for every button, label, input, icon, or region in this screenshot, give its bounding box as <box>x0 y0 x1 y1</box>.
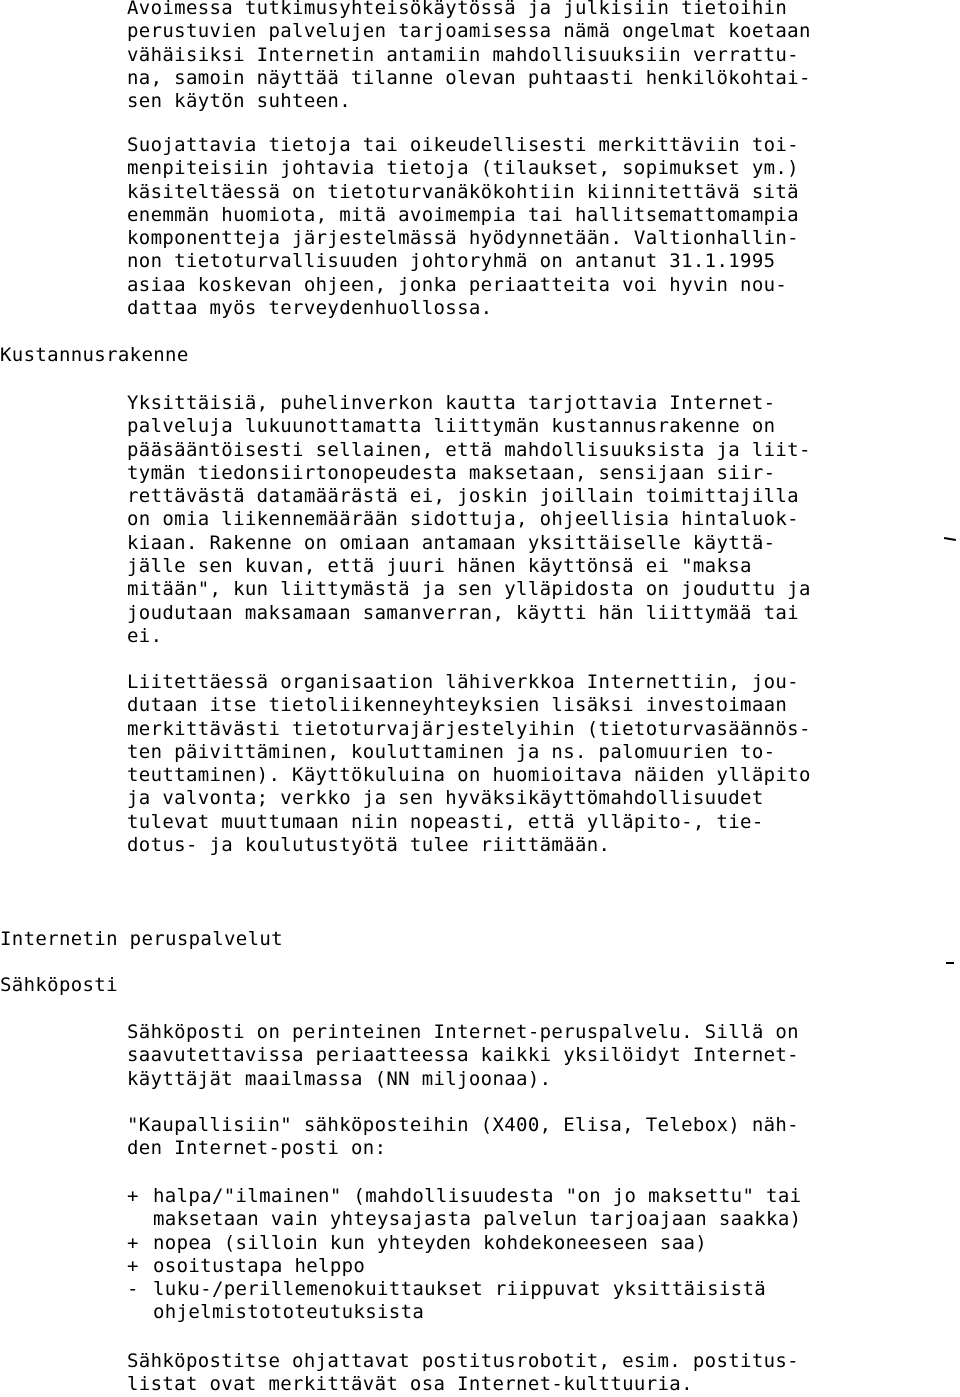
email-feature-list <box>127 1185 801 1325</box>
text-line: osoitustapa helppo <box>153 1254 366 1277</box>
section-heading-cost-structure <box>0 344 189 367</box>
plus-bullet: + <box>127 1231 139 1254</box>
text-line: asiaa koskevan ohjeen, jonka periaatteita voi hyvin nou- <box>127 273 788 296</box>
text-line: menpiteisiin johtavia tietoja (tilaukset, sopimukset ym.) <box>127 157 799 180</box>
text-line: perustuvien palvelujen tarjoamisessa nämä ongelmat koetaan <box>127 20 811 43</box>
text-line: dutaan itse tietoliikenneyhteyksien lisäksi investoimaan <box>127 694 788 717</box>
plus-bullet: + <box>127 1185 139 1207</box>
text-line: Yksittäisiä, puhelinverkon kautta tarjottavia Internet- <box>127 392 776 414</box>
text-line: käyttäjät maailmassa (NN miljoonaa). <box>127 1067 552 1090</box>
heading-text: Kustannusrakenne <box>0 344 189 366</box>
scan-speck <box>944 537 956 541</box>
text-line: ten päivittäminen, kouluttaminen ja ns. palomuurien to- <box>127 740 776 763</box>
text-line: nopea (silloin kun yhteyden kohdekoneeseen saa) <box>153 1231 708 1254</box>
text-line: den Internet-posti on: <box>127 1137 387 1160</box>
text-line: non tietoturvallisuuden johtoryhmä on antanut 31.1.1995 <box>127 250 776 273</box>
subsection-heading-email <box>0 974 118 997</box>
list-item <box>127 1185 801 1232</box>
minus-bullet: - <box>127 1278 139 1301</box>
text-line: merkittävästi tietoturvajärjestelyihin (tietoturvasäännös- <box>127 717 811 740</box>
text-line: na, samoin näyttää tilanne olevan puhtaasti henkilökohtai- <box>127 66 811 89</box>
text-line: listat ovat merkittävät osa Internet-kulttuuria. <box>127 1373 693 1396</box>
text-line: ohjelmistototeutuksista <box>153 1301 425 1324</box>
text-line: komponentteja järjestelmässä hyödynnetään. Valtionhallin- <box>127 227 799 250</box>
text-line: tulevat muuttumaan niin nopeasti, että ylläpito-, tie- <box>127 810 764 833</box>
text-line: Sähköpostitse ohjattavat postitusrobotit, esim. postitus- <box>127 1350 799 1372</box>
text-line: mitään", kun liittymästä ja sen ylläpidosta on jouduttu ja <box>127 578 811 601</box>
list-item <box>127 1255 801 1278</box>
paragraph-mailing-lists <box>127 1350 799 1397</box>
text-line: Sähköposti on perinteinen Internet-peruspalvelu. Sillä on <box>127 1021 799 1043</box>
text-line: Avoimessa tutkimusyhteisökäytössä ja julkisiin tietoihin <box>127 0 788 19</box>
paragraph-open-use <box>127 0 811 113</box>
paragraph-email-intro <box>127 1021 799 1091</box>
text-line: vähäisiksi Internetin antamiin mahdollisuuksiin verrattu- <box>127 43 799 66</box>
text-line: on omia liikennemäärään sidottuja, ohjeellisia hintaluok- <box>127 508 799 531</box>
text-line: ja valvonta; verkko ja sen hyväksikäyttömahdollisuudet <box>127 787 764 810</box>
text-line: halpa/"ilmainen" (mahdollisuudesta "on jo maksettu" tai <box>153 1185 802 1207</box>
paragraph-protected-data <box>127 134 799 320</box>
text-line: luku-/perillemenokuittaukset riippuvat yksittäisistä <box>153 1278 767 1301</box>
text-line: sen käytön suhteen. <box>127 90 351 113</box>
plus-bullet: + <box>127 1254 139 1277</box>
text-line: ei. <box>127 624 163 647</box>
text-line: saavutettavissa periaatteessa kaikki yksilöidyt Internet- <box>127 1044 799 1067</box>
text-line: jälle sen kuvan, että juuri hänen käyttönsä ei "maksa <box>127 555 752 578</box>
text-line: "Kaupallisiin" sähköposteihin (X400, Elisa, Telebox) näh- <box>127 1114 799 1136</box>
text-line: teuttaminen). Käyttökuluina on huomioitava näiden ylläpito <box>127 764 811 787</box>
text-line: kiaan. Rakenne on omiaan antamaan yksittäiselle käyttä- <box>127 531 776 554</box>
paragraph-email-comparison <box>127 1114 799 1161</box>
heading-text: Internetin peruspalvelut <box>0 928 283 950</box>
text-line: käsiteltäessä on tietoturvanäkökohtiin kiinnitettävä sitä <box>127 180 799 203</box>
section-heading-basic-services <box>0 928 283 951</box>
list-item <box>127 1232 801 1255</box>
text-line: dattaa myös terveydenhuollossa. <box>127 297 493 320</box>
list-item <box>127 1278 801 1325</box>
text-line: joudutaan maksamaan samanverran, käytti hän liittymää tai <box>127 601 799 624</box>
paragraph-cost-structure <box>127 392 811 648</box>
text-line: Suojattavia tietoja tai oikeudellisesti merkittäviin toi- <box>127 134 799 156</box>
text-line: enemmän huomiota, mitä avoimempia tai hallitsemattomampia <box>127 203 799 226</box>
paragraph-lan-connection <box>127 671 811 857</box>
text-line: rettävästä datamäärästä ei, joskin joillain toimittajilla <box>127 485 799 508</box>
scan-speck <box>946 962 954 964</box>
heading-text: Sähköposti <box>0 974 118 996</box>
text-line: pääsääntöisesti sellainen, että mahdollisuuksista ja liit- <box>127 438 811 461</box>
text-line: tymän tiedonsiirtonopeudesta maksetaan, sensijaan siir- <box>127 461 776 484</box>
text-line: palveluja lukuunottamatta liittymän kustannusrakenne on <box>127 415 776 438</box>
text-line: dotus- ja koulutustyötä tulee riittämään. <box>127 834 611 857</box>
text-line: Liitettäessä organisaation lähiverkkoa Internettiin, jou- <box>127 671 799 693</box>
text-line: maksetaan vain yhteysajasta palvelun tarjoajaan saakka) <box>153 1208 802 1231</box>
